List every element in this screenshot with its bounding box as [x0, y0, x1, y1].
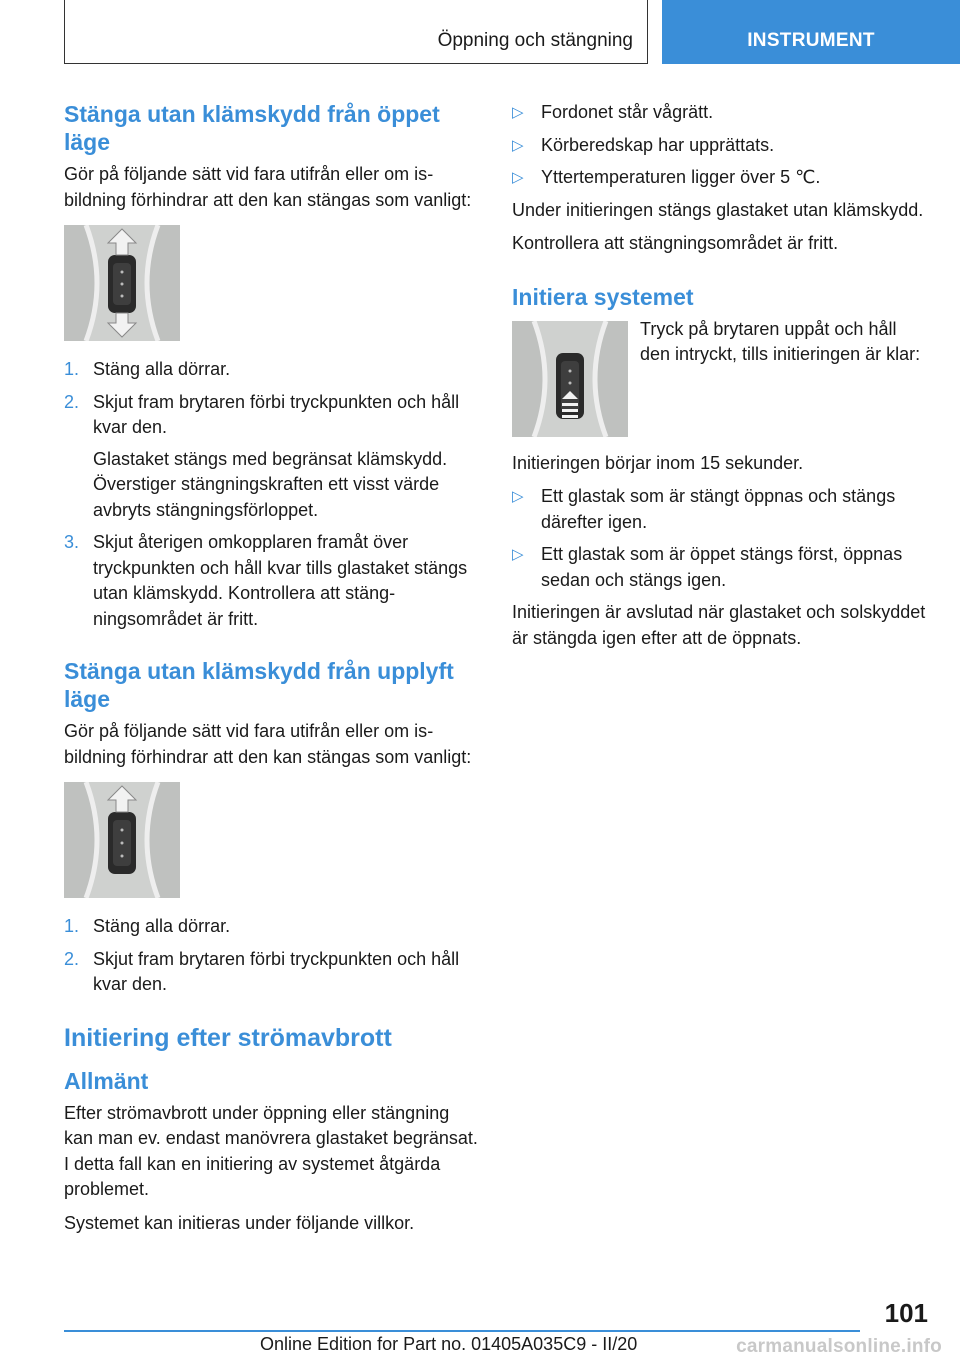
paragraph-no-pinch: Under initieringen stängs glastaket utan klämskydd. [512, 199, 924, 220]
right-column [512, 100, 930, 659]
steps-list-2 [64, 914, 478, 998]
paragraph-start: Initieringen börjar inom 15 sekunder. [512, 452, 804, 473]
paragraph-check-area: Kontrollera att stängningsområdet är fritt. [512, 233, 839, 253]
list-item: 2. Skjut fram brytaren förbi tryckpunkten och håll kvar den. Glastaket stängs med begränsat klämskydd. Överstiger stängningskraften ett visst värde avbryts stängningsförloppet. [64, 390, 478, 524]
heading-initialization: Initiering efter strömavbrott [64, 1023, 392, 1052]
list-item: ▷ Körberedskap har upprättats. [512, 133, 930, 159]
heading-close-from-open: Stänga utan klämskydd från öppet läge [64, 101, 440, 155]
behavior-list [512, 484, 930, 593]
switch-illustration-up-arrow [64, 782, 180, 898]
page-number: 101 [884, 1298, 928, 1328]
list-item: 1. Stäng alla dörrar. [64, 359, 231, 379]
triangle-right-icon: ▷ [512, 169, 524, 186]
list-item: ▷ Ett glastak som är öppet stängs först, öppnas sedan och stängs igen. [512, 544, 903, 590]
initialize-instruction [512, 317, 930, 437]
paragraph-complete: Initieringen är avslutad när glastaket och solskyddet är stängda igen efter att de öppnats. [512, 602, 926, 648]
triangle-right-icon: ▷ [512, 488, 524, 505]
general-paragraph-1: Efter strömavbrott under öppning eller stängning kan man ev. endast manövrera glastaket begränsat. I detta fall kan en initiering av systemet åtgärda problemet. [64, 1102, 478, 1199]
triangle-right-icon: ▷ [512, 546, 524, 563]
triangle-right-icon: ▷ [512, 104, 524, 121]
chapter-tab-label: INSTRUMENT [747, 30, 875, 51]
heading-close-from-tilt: Stänga utan klämskydd från upplyft läge [64, 658, 454, 712]
initialize-text: Tryck på brytaren uppåt och håll den intryckt, tills initieringen är klar: [640, 318, 921, 364]
step-note: Glastaket stängs med begränsat klämskydd. Överstiger stängningskraften ett visst värde avbryts stängningsförloppet. [93, 448, 448, 520]
heading-general: Allmänt [64, 1067, 149, 1094]
list-item: 2. Skjut fram brytaren förbi tryckpunkten och håll kvar den. [64, 948, 460, 994]
intro-paragraph-1: Gör på följande sätt vid fara utifrån eller om isbildning förhindrar att den kan stängas som vanligt: [64, 164, 472, 210]
edition-text: Online Edition for Part no. 01405A035C9 - II/20 [260, 1334, 638, 1354]
heading-initialize-system: Initiera systemet [512, 283, 694, 310]
general-paragraph-2: Systemet kan initieras under följande villkor. [64, 1212, 415, 1233]
list-item: ▷ Yttertemperaturen ligger över 5 ℃. [512, 165, 930, 191]
triangle-right-icon: ▷ [512, 136, 524, 154]
switch-pressed-illustration [512, 321, 628, 437]
header-frame [64, 0, 648, 64]
left-column [64, 100, 478, 1244]
watermark: carmanualsonline.info [736, 1336, 942, 1357]
intro-paragraph-2: Gör på följande sätt vid fara utifrån eller om isbildning förhindrar att den kan stängas som vanligt: [64, 721, 472, 767]
list-item: ▷ Ett glastak som är stängt öppnas och stängs därefter igen. [512, 486, 896, 532]
list-item: ▷ Fordonet står vågrätt. [512, 100, 930, 126]
steps-list-1 [64, 357, 478, 632]
footer-divider [64, 1330, 860, 1332]
conditions-list [512, 100, 930, 191]
switch-illustration-both-arrows [64, 225, 180, 341]
chapter-tab[interactable] [662, 0, 960, 64]
list-item: 1. Stäng alla dörrar. [64, 916, 231, 936]
list-item: 3. Skjut återigen omkopplaren framåt över tryckpunkten och håll kvar tills glastaket stängs utan klämskydd. Kontrollera att stängningsområdet är fritt. [64, 532, 468, 629]
section-title: Öppning och stängning [437, 30, 633, 51]
